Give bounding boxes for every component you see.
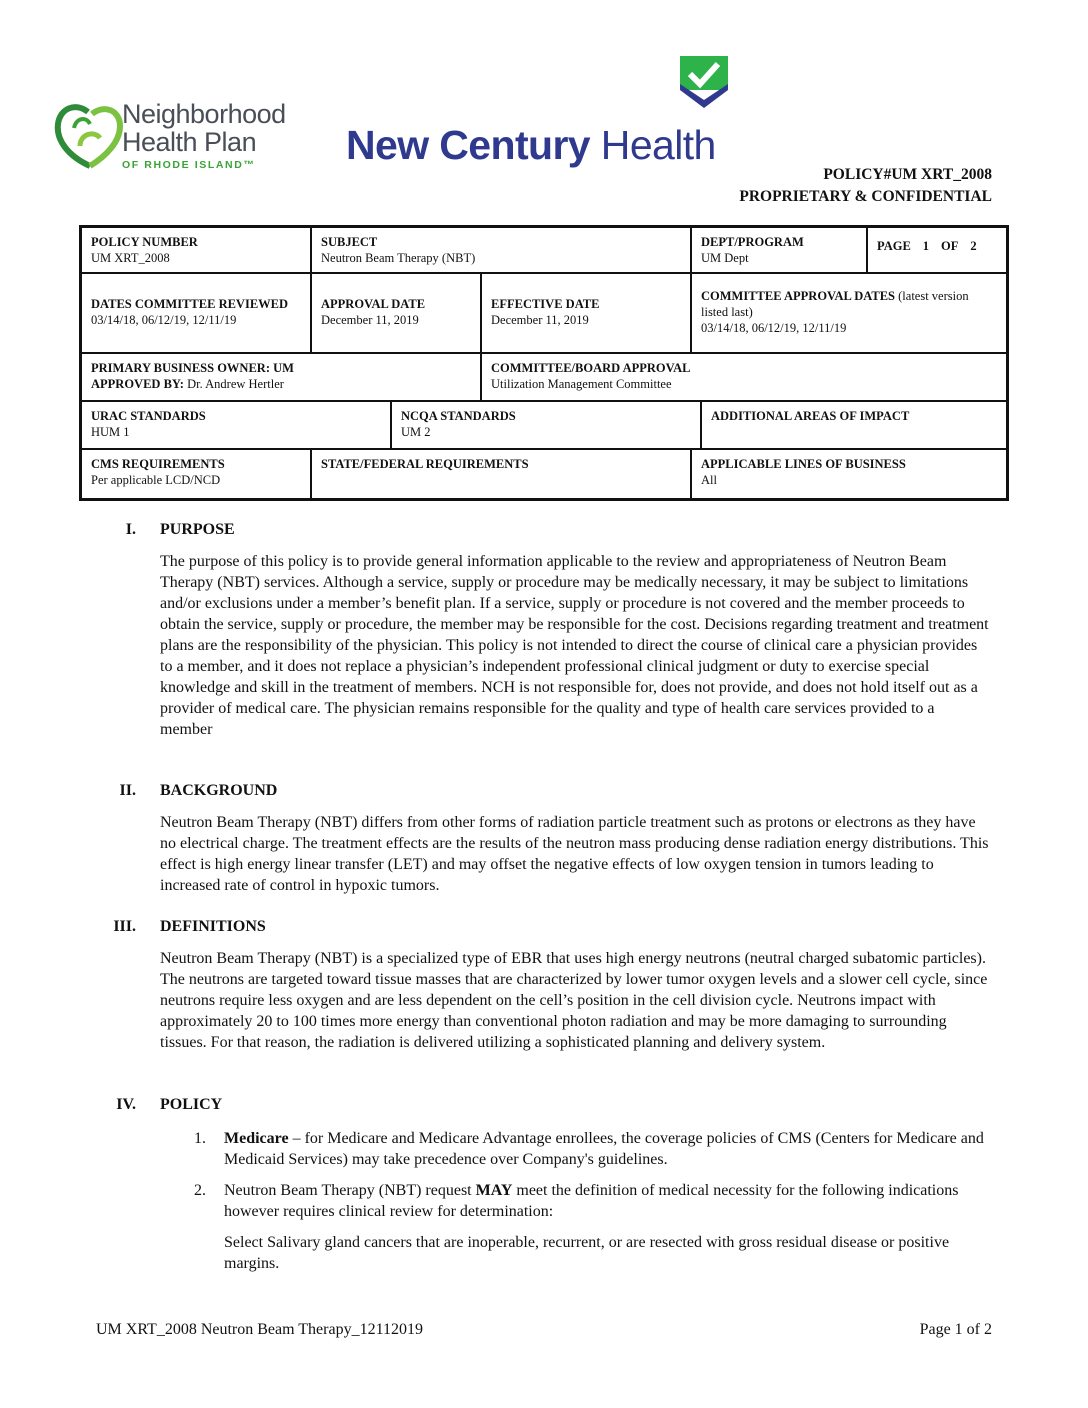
checkmark-icon [678,54,730,108]
section-number: III. [113,918,136,935]
nch-name-regular: Health [590,122,716,168]
policy-list [160,1128,990,1274]
nhp-name-line-1: Neighborhood [122,99,286,129]
section-number: II. [119,782,136,799]
policy-number-cell [82,228,312,272]
subject-label: SUBJECT [321,235,378,249]
approval-date-cell [312,274,482,352]
nhp-heart-icon [50,96,128,174]
dept-label: DEPT/PROGRAM [701,235,804,249]
indication-paragraph: Select Salivary gland cancers that are inoperable, recurrent, or are resected with gross residual disease or positive margins. [224,1234,950,1272]
approved-by-line [91,376,472,392]
dates-reviewed-value: 03/14/18, 06/12/19, 12/11/19 [91,313,237,327]
approval-date-label: APPROVAL DATE [321,297,426,311]
lines-of-business-label: APPLICABLE LINES OF BUSINESS [701,457,906,471]
nhp-subtitle: OF RHODE ISLAND™ [122,159,256,171]
page-total: 2 [970,239,977,253]
list-item-number: 2. [194,1182,206,1199]
table-row [82,450,1006,498]
footer-page-number: Page 1 of 2 [919,1321,992,1338]
page-number: 1 [922,239,930,253]
committee-dates-cell [692,274,1006,352]
urac-value: HUM 1 [91,425,130,439]
approved-by-value: Dr. Andrew Hertler [183,377,284,391]
dates-reviewed-label: DATES COMMITTEE REVIEWED [91,297,289,311]
definitions-paragraph: Neutron Beam Therapy (NBT) is a specialized type of EBR that uses high energy neutrons (neutral charged subatomic particles). The neutrons are targeted toward tissue masses that are characterized by lower tumor oxygen levels and a slower cell cycle, since neutrons require less oxygen and are less dependent on the cell’s position in the cell division cycle. Neutrons impact with approximately 20 to 100 times more energy than conventional photon radiation and may be more damaging to surrounding tissues. For that reason, the radiation is delivered utilizing a sophisticated planning and delivery system. [160,950,988,1051]
list-item [160,1128,990,1170]
state-federal-label: STATE/FEDERAL REQUIREMENTS [321,457,529,471]
ncqa-cell [392,402,702,448]
board-approval-label: COMMITTEE/BOARD APPROVAL [491,361,691,375]
new-century-health-logo [346,54,746,172]
board-approval-cell [482,354,1006,400]
policy-number-value: UM XRT_2008 [91,251,170,265]
section-title: BACKGROUND [160,782,278,799]
dept-cell [692,228,868,272]
background-paragraph: Neutron Beam Therapy (NBT) differs from other forms of radiation particle treatment such as protons or electrons as they have no electrical charge. The treatment effects are the results of the neutron mass producing dense radiation energy distributions. This effect is high energy linear transfer (LET) and may offset the negative effects of low oxygen tension in tumors leading to increased rate of control in hypoxic tumors. [160,814,989,894]
page-cell [868,228,1006,272]
neighborhood-health-plan-logo [50,96,320,178]
committee-dates-note: (latest version listed last) [701,289,969,319]
effective-date-label: EFFECTIVE DATE [491,297,600,311]
list-item-text: – for Medicare and Medicare Advantage enrollees, the coverage policies of CMS (Centers for Medicare and Medicaid Services) may take precedence over Company's guidelines. [224,1130,984,1168]
cms-value: Per applicable LCD/NCD [91,473,221,487]
lines-of-business-value: All [701,473,717,487]
urac-cell [82,402,392,448]
table-row [82,402,1006,450]
subject-cell [312,228,692,272]
section-title: POLICY [160,1096,223,1113]
additional-areas-cell [702,402,1006,448]
definitions-section [0,918,1088,1053]
nch-name-bold: New Century [346,122,591,168]
dept-value: UM Dept [701,251,749,265]
background-section [0,782,1088,896]
list-item [160,1180,990,1222]
owner-label: PRIMARY BUSINESS OWNER: UM [91,361,294,375]
list-item-number: 1. [194,1130,206,1147]
effective-date-cell [482,274,692,352]
additional-areas-label: ADDITIONAL AREAS OF IMPACT [711,409,910,423]
ncqa-label: NCQA STANDARDS [401,409,516,423]
table-row [82,274,1006,354]
policy-number-label: POLICY NUMBER [91,235,198,249]
committee-dates-heading [701,289,969,319]
list-item-pretext: Neutron Beam Therapy (NBT) request [224,1182,476,1199]
state-federal-cell [312,450,692,498]
nhp-name-line-2: Health Plan [122,127,257,157]
subject-value: Neutron Beam Therapy (NBT) [321,251,476,265]
policy-tag [739,164,992,208]
lines-of-business-cell [692,450,1006,498]
owner-cell [82,354,482,400]
section-title: PURPOSE [160,521,235,538]
section-title: DEFINITIONS [160,918,266,935]
approval-date-value: December 11, 2019 [321,313,419,327]
list-item-text: meet the definition of medical necessity for the following indications however requires clinical review for determination: [224,1182,959,1220]
urac-label: URAC STANDARDS [91,409,206,423]
cms-cell [82,450,312,498]
purpose-section [0,521,1088,740]
may-keyword: MAY [475,1182,513,1199]
board-approval-value: Utilization Management Committee [491,377,672,391]
cms-label: CMS REQUIREMENTS [91,457,225,471]
table-row [82,354,1006,402]
section-number: IV. [116,1096,136,1113]
committee-dates-label: COMMITTEE APPROVAL DATES [701,289,896,303]
ncqa-value: UM 2 [401,425,431,439]
effective-date-value: December 11, 2019 [491,313,589,327]
policy-number-heading: POLICY#UM XRT_2008 [823,166,992,183]
approved-by-label: APPROVED BY: [91,377,184,391]
page-word: PAGE [877,239,911,253]
confidential-heading: PROPRIETARY & CONFIDENTIAL [739,188,992,205]
committee-dates-value: 03/14/18, 06/12/19, 12/11/19 [701,321,847,335]
policy-section [0,1096,1088,1274]
page-of: OF [941,239,959,253]
policy-info-table [79,225,1009,501]
medicare-keyword: Medicare [224,1130,289,1147]
table-row [82,228,1006,274]
section-number: I. [125,521,136,538]
footer-document-name: UM XRT_2008 Neutron Beam Therapy_12112019 [96,1321,423,1338]
purpose-paragraph: The purpose of this policy is to provide general information applicable to the review and appropriateness of Neutron Beam Therapy (NBT) services. Although a service, supply or procedure may be medically necessary, it may be subject to limitations and/or exclusions under a member’s benefit plan. If a service, supply or procedure is not covered and the member proceeds to obtain the service, supply or procedure, the member may be responsible for the cost. Decisions regarding treatment and treatment plans are the responsibility of the physician. This policy is not intended to direct the course of clinical care a physician provides to a member, and it does not replace a physician’s independent professional clinical judgment or duty to exercise special knowledge and skill in the treatment of members. NCH is not responsible for, does not provide, and does not hold itself out as a provider of medical care. The physician remains responsible for the quality and type of health care services provided to a member [160,553,989,738]
dates-reviewed-cell [82,274,312,352]
